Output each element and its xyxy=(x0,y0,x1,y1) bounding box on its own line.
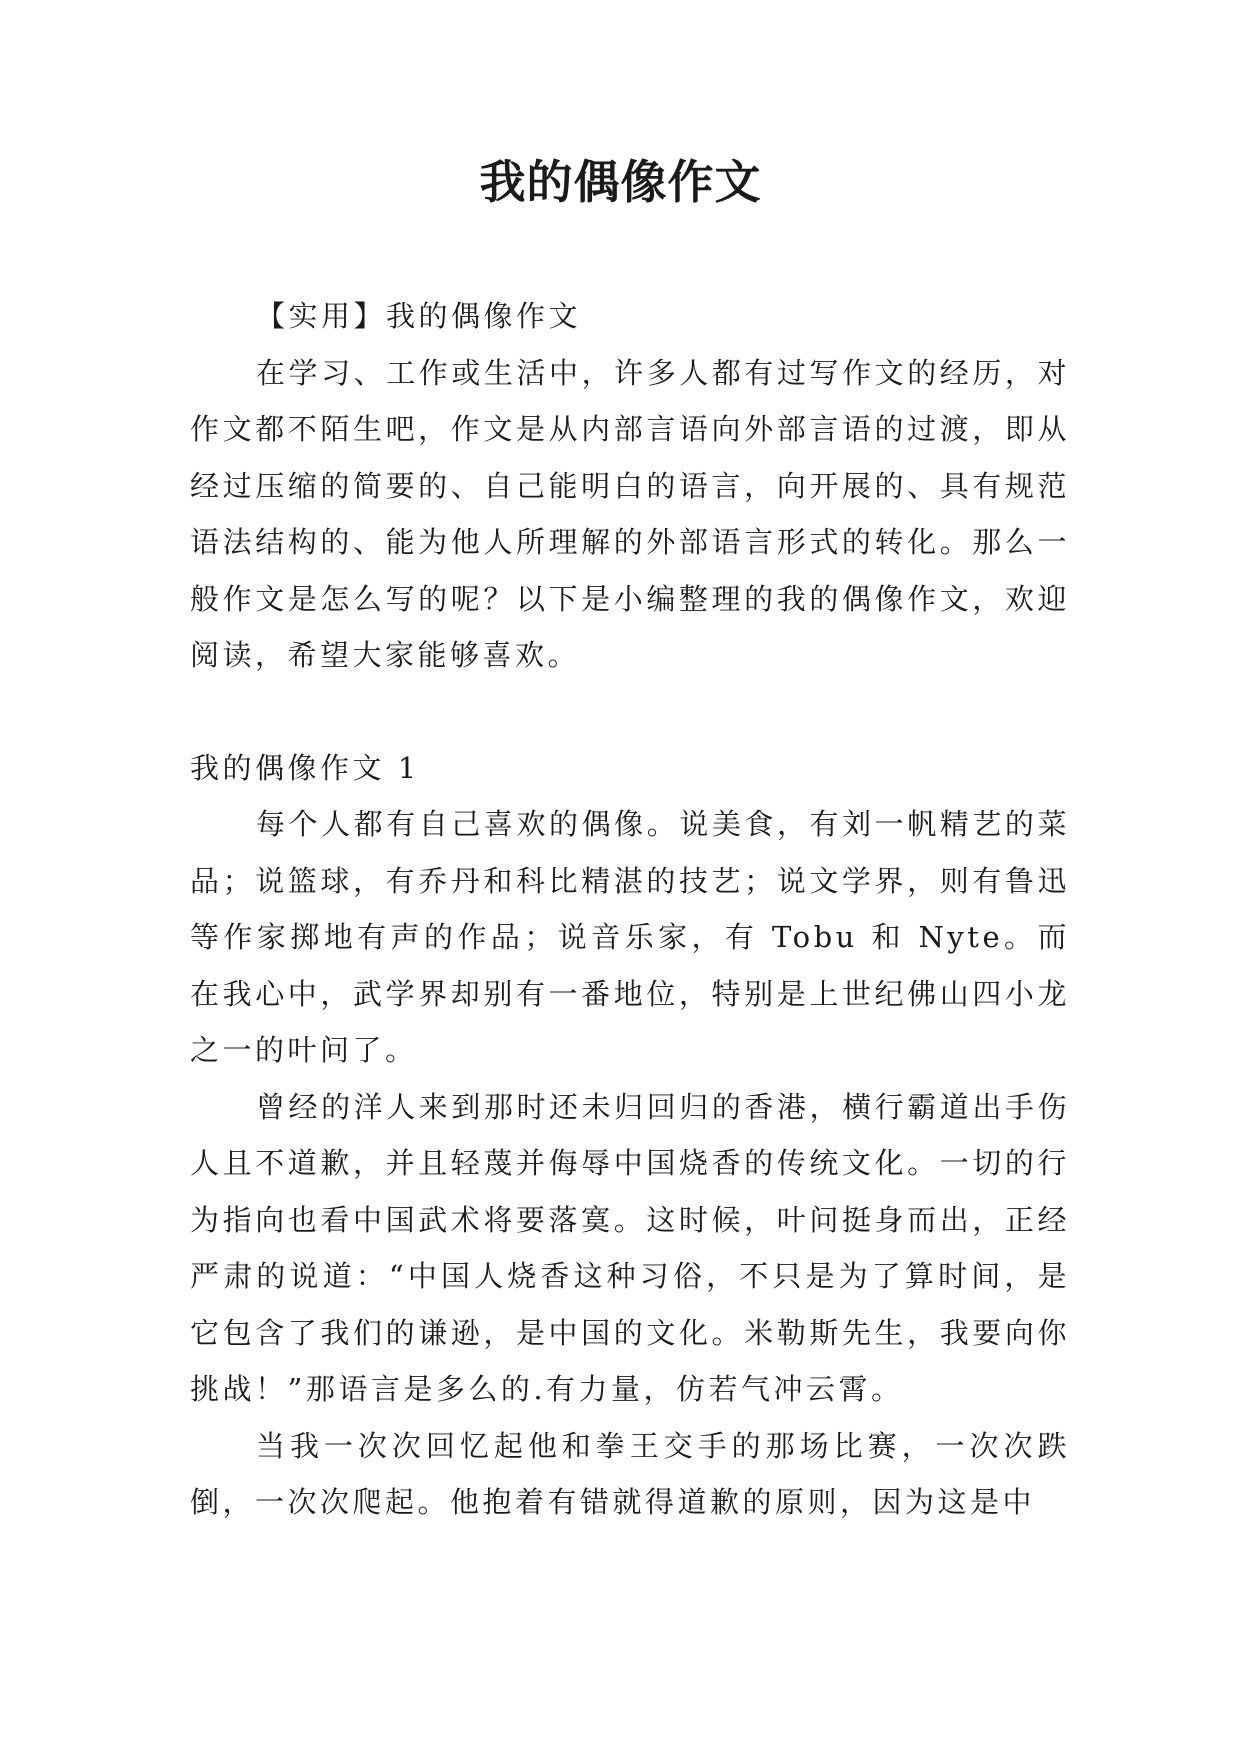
body-paragraph: 当我一次次回忆起他和拳王交手的那场比赛，一次次跌倒，一次次爬起。他抱着有错就得道歉的原则，因为这是中 xyxy=(190,1428,1070,1519)
document-title: 我的偶像作文 xyxy=(479,155,762,209)
body-paragraph: 曾经的洋人来到那时还未归回归的香港，横行霸道出手伤人且不道歉，并且轻蔑并侮辱中国烧香的传统文化。一切的行为指向也看中国武术将要落寞。这时候，叶问挺身而出，正经严肃的说道：“中国人烧香这种习俗，不只是为了算时间，是它包含了我们的谦逊，是中国的文化。米勒斯先生，我要向你挑战！”那语言是多么的.有力量，仿若气冲云霄。 xyxy=(190,1089,1070,1406)
document-body xyxy=(190,288,1070,1531)
section-title: 我的偶像作文 1 xyxy=(190,750,420,785)
intro-paragraph: 在学习、工作或生活中，许多人都有过写作文的经历，对作文都不陌生吧，作文是从内部言语向外部言语的过渡，即从经过压缩的简要的、自己能明白的语言，向开展的、具有规范语法结构的、能为他人所理解的外部语言形式的转化。那么一般作文是怎么写的呢？以下是小编整理的我的偶像作文，欢迎阅读，希望大家能够喜欢。 xyxy=(190,355,1070,672)
body-paragraph: 每个人都有自己喜欢的偶像。说美食，有刘一帆精艺的菜品；说篮球，有乔丹和科比精湛的技艺；说文学界，则有鲁迅等作家掷地有声的作品；说音乐家，有 Tobu 和 Nyte。而在我心中，武学界却别有一番地位，特别是上世纪佛山四小龙之一的叶问了。 xyxy=(190,807,1070,1067)
lead-line: 【实用】我的偶像作文 xyxy=(256,299,582,333)
